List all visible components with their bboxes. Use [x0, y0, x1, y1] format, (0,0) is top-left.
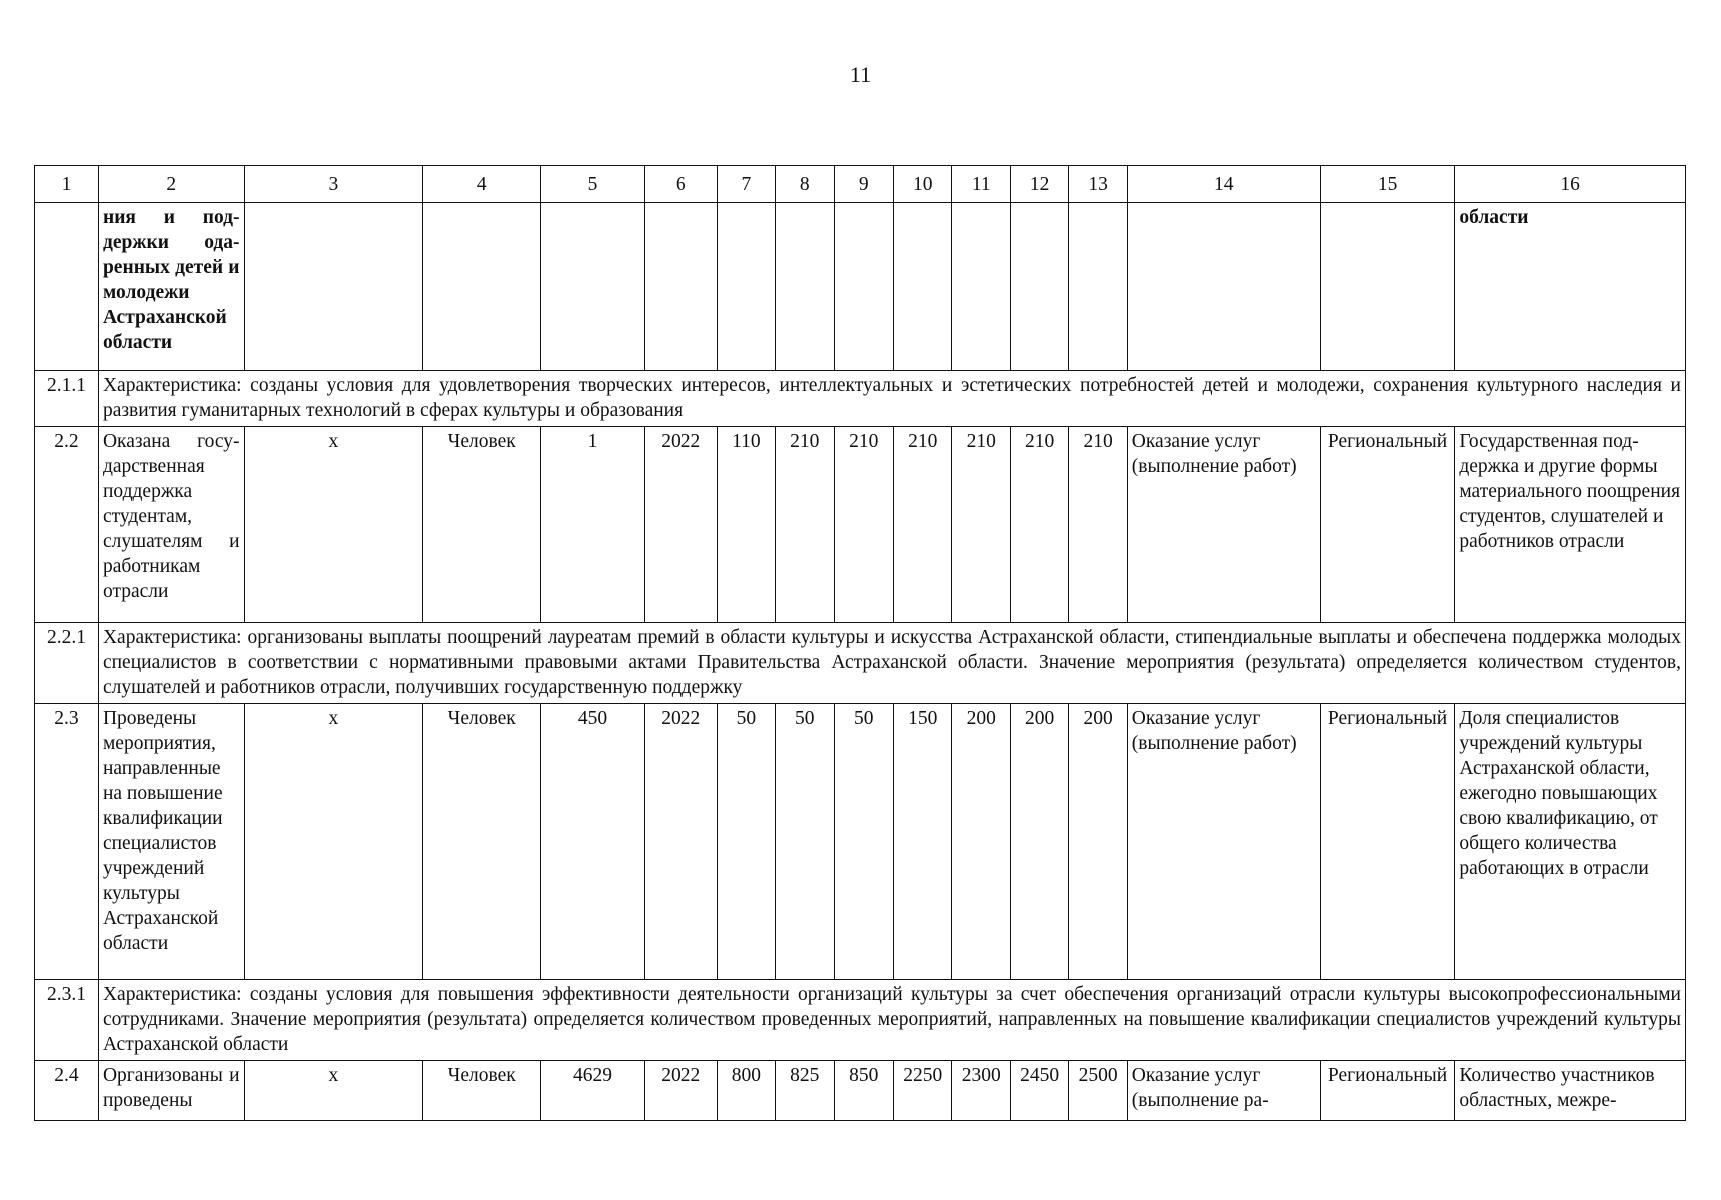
indicator-cell: Государственная поддержка и другие формы материального поощрения студентов, слушателей и работников отрасли — [1455, 427, 1686, 623]
year-value: 50 — [776, 704, 834, 980]
characteristic-text: Характеристика: созданы условия для повышения эффективности деятельности организаций культуры за счет обеспечения организаций отрасли культуры высокопрофессиональными сотрудниками. Значение мероприятия (результата) определяется количеством проведенных мероприятий, направленных на повышение квалификации специалистов учреждений культуры Астраханской области — [98, 980, 1685, 1061]
table-row — [35, 704, 1686, 980]
measures-table — [34, 165, 1686, 1121]
type-cell: Оказание услуг (выполнение работ) — [1127, 427, 1320, 623]
table-row — [35, 1061, 1686, 1121]
cell-empty — [1127, 203, 1320, 371]
table-row — [35, 203, 1686, 371]
header-cell: 7 — [717, 166, 775, 203]
cell-empty — [717, 203, 775, 371]
cell-x: х — [244, 427, 423, 623]
row-number: 2.2.1 — [35, 623, 99, 704]
cell-empty — [644, 203, 717, 371]
year-value: 200 — [1010, 704, 1068, 980]
row-number: 2.2 — [35, 427, 99, 623]
cell-empty — [776, 203, 834, 371]
cell-empty — [423, 203, 541, 371]
header-cell: 5 — [541, 166, 645, 203]
year-value: 2450 — [1010, 1061, 1068, 1121]
header-cell: 6 — [644, 166, 717, 203]
measure-name: Проведены мероприятия, направленные на повышение квалификации специалистов учреждений культуры Астраханской области — [98, 704, 244, 980]
year-value: 50 — [834, 704, 894, 980]
indicator-cell: Количество участников областных, межре- — [1455, 1061, 1686, 1121]
header-cell: 14 — [1127, 166, 1320, 203]
cell-empty — [1010, 203, 1068, 371]
level-cell: Региональный — [1320, 704, 1455, 980]
characteristic-text: Характеристика: созданы условия для удовлетворения творческих интересов, интеллектуальных и эстетических потребностей детей и молодежи, сохранения культурного наследия и развития гуманитарных технологий в сферах культуры и образования — [98, 371, 1685, 427]
cell-empty — [244, 203, 423, 371]
header-cell: 12 — [1010, 166, 1068, 203]
measure-name: Оказана государственная поддержка студентам, слушателям и работникам отрасли — [98, 427, 244, 623]
year-value: 210 — [952, 427, 1010, 623]
indicator-cell: области — [1455, 203, 1686, 371]
year-value: 2300 — [952, 1061, 1010, 1121]
row-number: 2.3 — [35, 704, 99, 980]
base-year: 2022 — [644, 1061, 717, 1121]
level-cell: Региональный — [1320, 427, 1455, 623]
cell-empty — [1069, 203, 1127, 371]
year-value: 210 — [834, 427, 894, 623]
measure-name: Организованы и проведены — [98, 1061, 244, 1121]
measure-name: ния и поддержки одаренных детей и молодежи Астраханской области — [98, 203, 244, 371]
base-value: 4629 — [541, 1061, 645, 1121]
row-number: 2.4 — [35, 1061, 99, 1121]
cell-empty — [35, 203, 99, 371]
base-year: 2022 — [644, 704, 717, 980]
year-value: 825 — [776, 1061, 834, 1121]
base-year: 2022 — [644, 427, 717, 623]
year-value: 2250 — [894, 1061, 952, 1121]
cell-x: х — [244, 704, 423, 980]
cell-empty — [952, 203, 1010, 371]
characteristic-row — [35, 623, 1686, 704]
type-cell: Оказание услуг (выполнение ра- — [1127, 1061, 1320, 1121]
column-number-row — [35, 166, 1686, 203]
cell-x: х — [244, 1061, 423, 1121]
characteristic-text: Характеристика: организованы выплаты поощрений лауреатам премий в области культуры и искусства Астраханской области, стипендиальные выплаты и обеспечена поддержка молодых специалистов в соответствии с нормативными правовыми актами Правительства Астраханской области. Значение мероприятия (результата) определяется количеством студентов, слушателей и работников отрасли, получивших государственную поддержку — [98, 623, 1685, 704]
year-value: 200 — [952, 704, 1010, 980]
year-value: 50 — [717, 704, 775, 980]
cell-empty — [1320, 203, 1455, 371]
unit-cell: Человек — [423, 427, 541, 623]
header-cell: 8 — [776, 166, 834, 203]
year-value: 200 — [1069, 704, 1127, 980]
characteristic-row — [35, 980, 1686, 1061]
year-value: 2500 — [1069, 1061, 1127, 1121]
year-value: 210 — [1010, 427, 1068, 623]
year-value: 800 — [717, 1061, 775, 1121]
base-value: 450 — [541, 704, 645, 980]
characteristic-row — [35, 371, 1686, 427]
year-value: 150 — [894, 704, 952, 980]
header-cell: 11 — [952, 166, 1010, 203]
header-cell: 16 — [1455, 166, 1686, 203]
header-cell: 3 — [244, 166, 423, 203]
base-value: 1 — [541, 427, 645, 623]
header-cell: 13 — [1069, 166, 1127, 203]
cell-empty — [834, 203, 894, 371]
row-number: 2.1.1 — [35, 371, 99, 427]
header-cell: 1 — [35, 166, 99, 203]
header-cell: 9 — [834, 166, 894, 203]
header-cell: 2 — [98, 166, 244, 203]
year-value: 210 — [894, 427, 952, 623]
unit-cell: Человек — [423, 704, 541, 980]
year-value: 850 — [834, 1061, 894, 1121]
table-row — [35, 427, 1686, 623]
year-value: 210 — [776, 427, 834, 623]
cell-empty — [894, 203, 952, 371]
indicator-cell: Доля специалистов учреждений культуры Астраханской области, ежегодно повышающих свою квалификацию, от общего количества работающих в отрасли — [1455, 704, 1686, 980]
year-value: 210 — [1069, 427, 1127, 623]
header-cell: 10 — [894, 166, 952, 203]
level-cell: Региональный — [1320, 1061, 1455, 1121]
row-number: 2.3.1 — [35, 980, 99, 1061]
year-value: 110 — [717, 427, 775, 623]
unit-cell: Человек — [423, 1061, 541, 1121]
header-cell: 15 — [1320, 166, 1455, 203]
page-number: 11 — [849, 62, 872, 87]
type-cell: Оказание услуг (выполнение работ) — [1127, 704, 1320, 980]
header-cell: 4 — [423, 166, 541, 203]
cell-empty — [541, 203, 645, 371]
